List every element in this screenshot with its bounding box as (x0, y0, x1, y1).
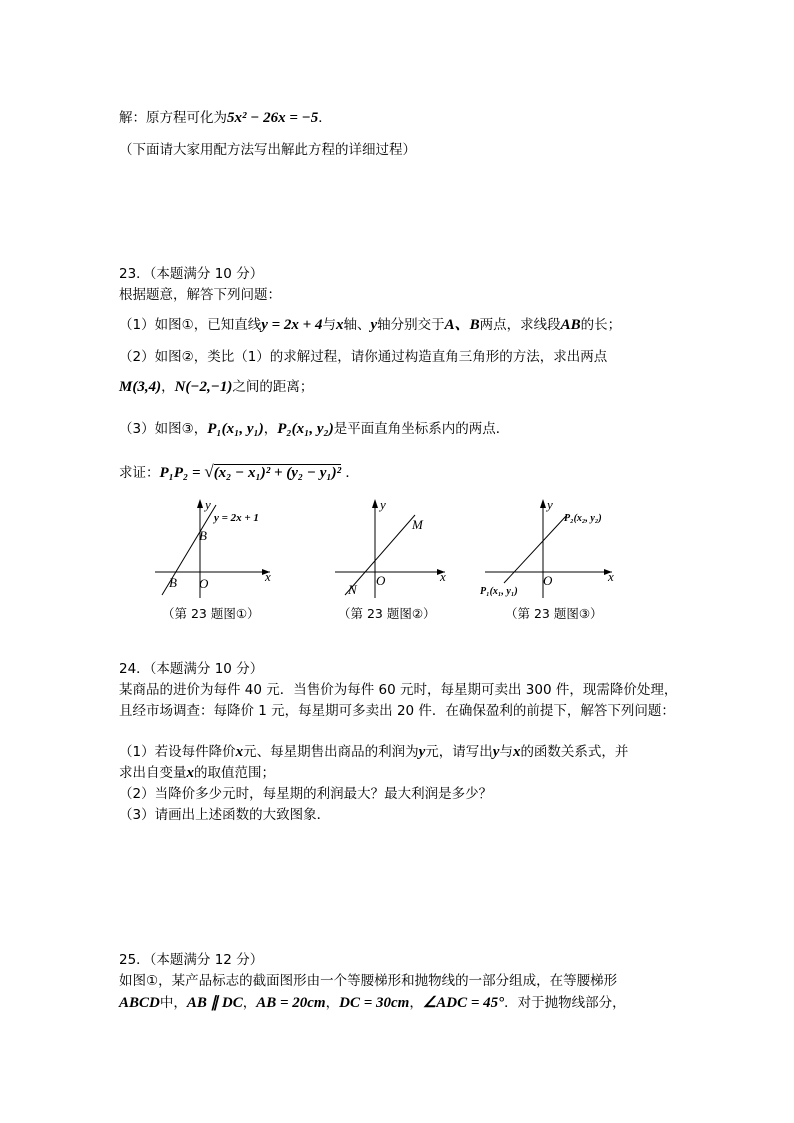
q24-part1-cont (119, 763, 275, 783)
q23-points-ab: A、B (444, 317, 480, 333)
q23-proof-radicand: (x₂ − x₁)² + (y₂ − y₁)² (213, 465, 342, 481)
q24-part3: （3）请画出上述函数的大致图象． (119, 807, 331, 823)
point-p1: P₁(x₁, y₁) (207, 421, 264, 437)
figure-3-x-label: x (608, 569, 614, 584)
q23-header: 23．（本题满分 10 分） (119, 266, 264, 282)
q25-angle: ∠ADC = 45° (422, 995, 505, 1011)
figure-3-graph (477, 495, 627, 600)
q24-x-var-3: x (186, 765, 194, 781)
figure-2-point-n: N (348, 582, 357, 597)
q24-part1-text-d: 与 (499, 744, 513, 760)
q24-part1-text-e: 的函数关系式，并 (520, 744, 629, 760)
q25-header: 25．（本题满分 12 分） (119, 952, 264, 968)
figure-2-y-label: y (380, 497, 386, 512)
point-n: N(−2,−1) (174, 379, 233, 395)
point-p2: P₂(x₁, y₂) (277, 421, 334, 437)
figure-1-graph (150, 495, 290, 600)
q24-line-2: 且经市场调查：每降价 1 元，每星期可多卖出 20 件．在确保盈利的前提下，解答下列问题： (119, 703, 675, 719)
solution-line (119, 108, 332, 128)
q25-sep-3: ， (409, 995, 423, 1011)
q24-part1-text-b: 元、每星期售出商品的利润为 (243, 744, 419, 760)
q23-proof-end: ． (341, 465, 359, 481)
q25-parallel: AB ∥ DC (186, 995, 243, 1011)
q23-part1-text-d: 轴分别交于 (377, 317, 445, 333)
q23-part1-text-e: 两点，求线段 (479, 317, 561, 333)
figure-2-x-label: x (440, 569, 446, 584)
q23-x-var: x (335, 317, 344, 333)
figure-2-caption: （第 23 题图②） (338, 606, 436, 621)
q23-line-equation: y = 2x + 4 (261, 317, 323, 333)
q25-text-end: ．对于抛物线部分， (504, 995, 626, 1011)
figure-1-caption: （第 23 题图①） (162, 606, 260, 621)
figure-3-y-label: y (547, 497, 553, 512)
q23-part3-sep: ， (263, 421, 278, 437)
q23-part3 (119, 419, 509, 439)
solution-suffix: ． (318, 110, 332, 126)
solution-hint: （下面请大家用配方法写出解此方程的详细过程） (119, 142, 416, 158)
q23-segment-ab: AB (560, 317, 581, 333)
q24-part1 (119, 742, 628, 762)
solution-equation: 5x² − 26x = −5 (227, 110, 319, 126)
q24-part1-text-c: 元，请写出 (425, 744, 493, 760)
q23-figure-3 (477, 495, 627, 604)
figure-2-origin: O (376, 573, 386, 588)
q23-proof (119, 462, 359, 483)
q25-dc-length: DC = 30cm (339, 995, 410, 1011)
q23-part1 (119, 315, 621, 335)
q23-proof-label: 求证： (119, 465, 160, 481)
point-m: M(3,4) (119, 379, 162, 395)
q24-part1b-text: 求出自变量 (119, 765, 187, 781)
q23-figure-2 (330, 495, 460, 604)
q23-figure-1 (150, 495, 290, 604)
figure-1-x-label: x (265, 569, 271, 584)
q24-line-1: 某商品的进价为每件 40 元．当售价为每件 60 元时，每星期可卖出 300 件，现需降价处理， (119, 682, 678, 698)
q25-ab-length: AB = 20cm (256, 995, 326, 1011)
figure-2-graph (330, 495, 460, 600)
q23-part2-sep: ， (161, 379, 175, 395)
q24-part1-text: （1）若设每件降价 (119, 744, 236, 760)
q24-y-var-2: y (492, 744, 500, 760)
q25-line-1: 如图①，某产品标志的截面图形由一个等腰梯形和抛物线的一部分组成，在等腰梯形 (119, 973, 618, 989)
q23-y-var: y (370, 317, 378, 333)
figure-1-point-b-lower: B (169, 575, 177, 590)
q23-intro: 根据题意，解答下列问题： (119, 287, 281, 303)
q25-sep-1: ， (242, 995, 257, 1011)
figure-3-caption: （第 23 题图③） (505, 606, 603, 621)
figure-2-point-m: M (412, 517, 423, 532)
q24-x-var-2: x (512, 744, 521, 760)
q23-proof-lhs: P₁P₂ = (159, 465, 205, 481)
figure-1-origin: O (199, 576, 209, 591)
figure-1-y-label: y (205, 497, 211, 512)
q23-part1-text-f: 的长； (580, 317, 622, 333)
solution-prefix: 解：原方程可化为 (119, 110, 227, 126)
q23-part1-text-c: 轴、 (343, 317, 371, 333)
q24-header: 24．（本题满分 10 分） (119, 661, 264, 677)
q25-trapezoid: ABCD (119, 995, 160, 1011)
figure-3-origin: O (543, 573, 553, 588)
q24-part2: （2）当降价多少元时，每星期的利润最大？最大利润是多少？ (119, 786, 493, 802)
q24-part1b-text-b: 的取值范围； (194, 765, 275, 781)
q23-part1-text: （1）如图①，已知直线 (119, 317, 262, 333)
q23-part2-text-b: 之间的距离； (232, 379, 314, 395)
q25-text-b: 中， (159, 995, 187, 1011)
figure-3-point-p1: P₁(x₁, y₁) (480, 586, 518, 597)
figure-1-line-label: y = 2x + 1 (214, 512, 259, 524)
q23-part3-text: （3）如图③， (119, 421, 208, 437)
q23-part2-points (119, 377, 313, 397)
figure-1-point-b-upper: B (199, 528, 207, 543)
q23-part2: （2）如图②，类比（1）的求解过程，请你通过构造直角三角形的方法，求出两点 (119, 349, 608, 365)
q24-y-var: y (418, 744, 426, 760)
q25-sep-2: ， (325, 995, 340, 1011)
q24-x-var: x (235, 744, 244, 760)
q23-part3-text-b: 是平面直角坐标系内的两点． (333, 421, 510, 437)
sqrt-icon: √ (204, 462, 214, 481)
q23-part1-text-b: 与 (322, 317, 336, 333)
q25-line-2 (119, 993, 626, 1013)
figure-3-point-p2: P₂(x₂, y₂) (564, 513, 602, 524)
